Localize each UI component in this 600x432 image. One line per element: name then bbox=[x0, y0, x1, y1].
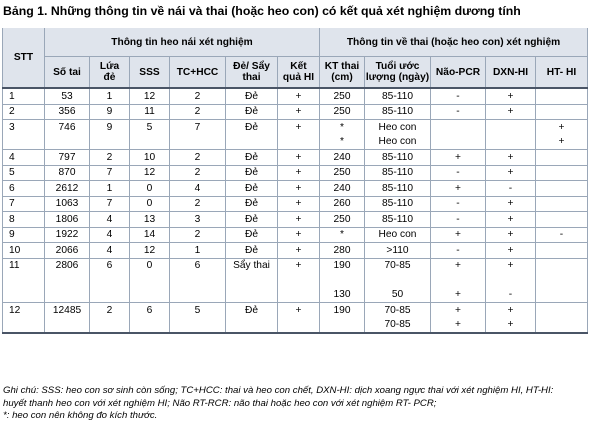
table-cell: + bbox=[486, 104, 536, 120]
table-cell: - bbox=[431, 212, 486, 228]
table-cell: Đẻ bbox=[226, 303, 278, 318]
table-row bbox=[3, 104, 588, 120]
table-cell: + bbox=[278, 104, 320, 120]
table-cell: 280 bbox=[320, 243, 365, 259]
table-cell bbox=[90, 288, 130, 303]
table-cell: + bbox=[486, 212, 536, 228]
column-header-line: Não-PCR bbox=[435, 66, 481, 78]
table-cell: 2 bbox=[170, 196, 226, 212]
table-cell: 240 bbox=[320, 181, 365, 197]
column-header bbox=[170, 57, 226, 89]
table-cell: 1922 bbox=[45, 227, 90, 243]
column-header bbox=[486, 57, 536, 89]
table-cell bbox=[45, 318, 90, 334]
table-cell bbox=[431, 120, 486, 135]
table-cell: 53 bbox=[45, 88, 90, 104]
table-cell: - bbox=[536, 227, 588, 243]
table-cell: 2 bbox=[3, 104, 45, 120]
table-cell: 7 bbox=[90, 196, 130, 212]
table-cell: 7 bbox=[170, 120, 226, 135]
table-cell: - bbox=[431, 104, 486, 120]
table-cell: 6 bbox=[130, 303, 170, 318]
table-cell: Đẻ bbox=[226, 196, 278, 212]
table-cell: + bbox=[536, 135, 588, 150]
footnote bbox=[3, 385, 595, 423]
table-cell: 6 bbox=[3, 181, 45, 197]
table-row bbox=[3, 227, 588, 243]
table-cell bbox=[130, 135, 170, 150]
table-cell: 70-85 bbox=[365, 258, 431, 273]
table-title: Bảng 1. Những thông tin về nái và thai (hoặc heo con) có kết quả xét nghiệm dương tính bbox=[3, 4, 521, 18]
table-cell: + bbox=[278, 88, 320, 104]
column-header-line: Tuổi ước bbox=[375, 61, 420, 72]
table-cell: Đẻ bbox=[226, 181, 278, 197]
table-cell bbox=[536, 165, 588, 181]
column-header-line: Kết bbox=[290, 61, 307, 72]
table-cell bbox=[536, 303, 588, 318]
table-row bbox=[3, 88, 588, 104]
table-cell: 2 bbox=[170, 88, 226, 104]
table-cell: 130 bbox=[320, 288, 365, 303]
table-cell: + bbox=[278, 196, 320, 212]
table-cell: + bbox=[486, 227, 536, 243]
table-row bbox=[3, 135, 588, 150]
table-cell: 85-110 bbox=[365, 88, 431, 104]
table-cell: + bbox=[431, 303, 486, 318]
column-header-line: thai bbox=[242, 72, 261, 83]
table-cell bbox=[536, 88, 588, 104]
column-header-line: Lứa bbox=[99, 61, 120, 72]
table-cell: 190 bbox=[320, 258, 365, 273]
table-cell bbox=[278, 318, 320, 334]
table-cell bbox=[90, 318, 130, 334]
table-row bbox=[3, 258, 588, 273]
table-cell bbox=[3, 273, 45, 288]
table-cell: + bbox=[278, 165, 320, 181]
table-cell bbox=[45, 288, 90, 303]
table-cell bbox=[536, 288, 588, 303]
table-cell: 12 bbox=[130, 165, 170, 181]
table-cell: 4 bbox=[90, 243, 130, 259]
table-cell: + bbox=[536, 120, 588, 135]
column-header-line: DXN-HI bbox=[492, 66, 529, 78]
column-header bbox=[320, 57, 365, 89]
table-cell: + bbox=[278, 120, 320, 135]
table-cell: Đẻ bbox=[226, 104, 278, 120]
table-cell: 10 bbox=[130, 150, 170, 166]
table-cell: 3 bbox=[170, 212, 226, 228]
table-row bbox=[3, 243, 588, 259]
table-cell: + bbox=[486, 165, 536, 181]
table-cell: - bbox=[431, 165, 486, 181]
table-cell: 6 bbox=[170, 258, 226, 273]
table-cell: 10 bbox=[3, 243, 45, 259]
table-cell: 190 bbox=[320, 303, 365, 318]
table-cell bbox=[170, 135, 226, 150]
table-cell: 0 bbox=[130, 181, 170, 197]
table-cell: 85-110 bbox=[365, 196, 431, 212]
table-cell: 85-110 bbox=[365, 104, 431, 120]
table-cell: 5 bbox=[3, 165, 45, 181]
table-cell bbox=[320, 318, 365, 334]
table-cell bbox=[3, 288, 45, 303]
table-cell: 1806 bbox=[45, 212, 90, 228]
table-cell: - bbox=[431, 196, 486, 212]
column-header bbox=[90, 57, 130, 89]
table-cell bbox=[170, 288, 226, 303]
column-header bbox=[278, 57, 320, 89]
table-cell: - bbox=[431, 88, 486, 104]
table-cell: 1 bbox=[90, 88, 130, 104]
table-cell bbox=[3, 318, 45, 334]
column-header-line: SSS bbox=[139, 66, 160, 78]
table-cell: Heo con bbox=[365, 135, 431, 150]
table-cell bbox=[365, 273, 431, 288]
table-cell bbox=[90, 273, 130, 288]
table-row bbox=[3, 181, 588, 197]
table-row bbox=[3, 288, 588, 303]
table-cell: - bbox=[431, 243, 486, 259]
table-cell: 240 bbox=[320, 150, 365, 166]
table-cell: 12 bbox=[130, 243, 170, 259]
table-cell: Đẻ bbox=[226, 120, 278, 135]
table-cell: 9 bbox=[90, 120, 130, 135]
table-cell: 70-85 bbox=[365, 318, 431, 334]
table-cell: + bbox=[278, 243, 320, 259]
table-row bbox=[3, 318, 588, 334]
column-header-line: HT- HI bbox=[546, 66, 577, 78]
table-cell bbox=[536, 273, 588, 288]
table-cell: Đẻ bbox=[226, 212, 278, 228]
table-cell: + bbox=[431, 227, 486, 243]
table-cell: 9 bbox=[3, 227, 45, 243]
table-cell bbox=[278, 273, 320, 288]
table-cell: + bbox=[278, 150, 320, 166]
column-header-line: (cm) bbox=[331, 72, 353, 83]
table-cell: 4 bbox=[3, 150, 45, 166]
table-cell: 797 bbox=[45, 150, 90, 166]
table-cell: + bbox=[431, 258, 486, 273]
table-cell: + bbox=[486, 303, 536, 318]
table-cell: 1063 bbox=[45, 196, 90, 212]
table-cell: 5 bbox=[170, 303, 226, 318]
table-cell: 2612 bbox=[45, 181, 90, 197]
table-cell: 50 bbox=[365, 288, 431, 303]
table-cell: Sẩy thai bbox=[226, 258, 278, 273]
table-cell: 2 bbox=[170, 227, 226, 243]
table-cell bbox=[90, 135, 130, 150]
column-header bbox=[365, 57, 431, 89]
table-cell: + bbox=[278, 258, 320, 273]
table-cell: Đẻ bbox=[226, 88, 278, 104]
table-row bbox=[3, 165, 588, 181]
table-cell: Heo con bbox=[365, 227, 431, 243]
table-cell bbox=[226, 273, 278, 288]
column-header-line: KT thai bbox=[324, 61, 360, 72]
table-cell: 2066 bbox=[45, 243, 90, 259]
table-cell: 250 bbox=[320, 165, 365, 181]
table-cell: 12 bbox=[130, 88, 170, 104]
table-cell: 5 bbox=[130, 120, 170, 135]
table-cell bbox=[536, 243, 588, 259]
footnote-line: Ghi chú: SSS: heo con sơ sinh còn sống; TC+HCC: thai và heo con chết, DXN-HI: dịch xoang ngực thai với xét nghiệm HI, HT-HI: bbox=[3, 385, 554, 396]
table-cell: 85-110 bbox=[365, 165, 431, 181]
table-cell bbox=[536, 318, 588, 334]
table-row bbox=[3, 273, 588, 288]
table-cell: 11 bbox=[3, 258, 45, 273]
table-cell bbox=[170, 273, 226, 288]
table-cell: >110 bbox=[365, 243, 431, 259]
table-cell: + bbox=[431, 150, 486, 166]
table-cell: 85-110 bbox=[365, 181, 431, 197]
column-header-line: quả HI bbox=[282, 72, 315, 83]
table-cell: 746 bbox=[45, 120, 90, 135]
table-cell: + bbox=[486, 88, 536, 104]
table-cell: 13 bbox=[130, 212, 170, 228]
table-row bbox=[3, 150, 588, 166]
header-group-sow: Thông tin heo nái xét nghiệm bbox=[45, 28, 320, 57]
table-cell: 3 bbox=[3, 120, 45, 135]
table-cell: 1 bbox=[90, 181, 130, 197]
footnote-line: huyết thanh heo con với xét nghiệm HI; Não RT-RCR: não thai hoặc heo con với xét nghiệm RT- PCR; bbox=[3, 397, 437, 409]
table-cell: 250 bbox=[320, 104, 365, 120]
table-cell: * bbox=[320, 135, 365, 150]
table-cell bbox=[486, 135, 536, 150]
table-cell: * bbox=[320, 120, 365, 135]
table-cell: + bbox=[278, 212, 320, 228]
table-cell: + bbox=[278, 227, 320, 243]
table-row bbox=[3, 212, 588, 228]
table-cell: 1 bbox=[170, 243, 226, 259]
footnote-line: *: heo con nên không đo kích thước. bbox=[3, 410, 158, 421]
table-cell bbox=[278, 288, 320, 303]
table-cell: 12 bbox=[3, 303, 45, 318]
table-cell: - bbox=[486, 288, 536, 303]
column-header-line: đẻ bbox=[103, 72, 116, 83]
table-cell: 4 bbox=[90, 227, 130, 243]
table-cell bbox=[3, 135, 45, 150]
column-header-line: Đẻ/ Sẩy bbox=[233, 61, 270, 72]
table-cell: 0 bbox=[130, 196, 170, 212]
table-cell: 14 bbox=[130, 227, 170, 243]
table-cell: + bbox=[431, 288, 486, 303]
table-cell: * bbox=[320, 227, 365, 243]
column-header bbox=[226, 57, 278, 89]
table-cell: 6 bbox=[90, 258, 130, 273]
table-cell: 0 bbox=[130, 258, 170, 273]
table-cell: 70-85 bbox=[365, 303, 431, 318]
table-cell bbox=[45, 135, 90, 150]
table-cell: Đẻ bbox=[226, 243, 278, 259]
column-header bbox=[431, 57, 486, 89]
table-cell: Đẻ bbox=[226, 150, 278, 166]
table-cell bbox=[226, 135, 278, 150]
table-cell bbox=[486, 120, 536, 135]
table-cell: 9 bbox=[90, 104, 130, 120]
table-cell bbox=[45, 273, 90, 288]
column-header bbox=[130, 57, 170, 89]
table-cell: 2806 bbox=[45, 258, 90, 273]
table-cell: - bbox=[486, 181, 536, 197]
table-cell: + bbox=[486, 150, 536, 166]
table-cell bbox=[130, 288, 170, 303]
table-cell: 11 bbox=[130, 104, 170, 120]
column-header bbox=[536, 57, 588, 89]
table-cell: + bbox=[278, 181, 320, 197]
table-cell bbox=[320, 273, 365, 288]
table-cell bbox=[130, 318, 170, 334]
table-cell: + bbox=[431, 181, 486, 197]
table-cell: 1 bbox=[3, 88, 45, 104]
table-cell: 2 bbox=[90, 303, 130, 318]
table-cell: 250 bbox=[320, 212, 365, 228]
table-cell bbox=[130, 273, 170, 288]
table-row bbox=[3, 196, 588, 212]
table-row bbox=[3, 303, 588, 318]
table-cell: + bbox=[486, 258, 536, 273]
table-cell bbox=[536, 212, 588, 228]
table-cell: 870 bbox=[45, 165, 90, 181]
table-cell bbox=[536, 150, 588, 166]
table-cell bbox=[486, 273, 536, 288]
table-cell: + bbox=[486, 196, 536, 212]
table-cell: 2 bbox=[170, 104, 226, 120]
table-cell bbox=[226, 288, 278, 303]
table-cell: 2 bbox=[170, 150, 226, 166]
table-cell: 8 bbox=[3, 212, 45, 228]
table-cell bbox=[536, 196, 588, 212]
table-cell: 85-110 bbox=[365, 150, 431, 166]
header-stt: STT bbox=[3, 28, 45, 88]
table-cell: 2 bbox=[90, 150, 130, 166]
table-cell bbox=[431, 135, 486, 150]
table-cell: 4 bbox=[90, 212, 130, 228]
table-cell bbox=[170, 318, 226, 334]
table-cell: 4 bbox=[170, 181, 226, 197]
table-cell: 12485 bbox=[45, 303, 90, 318]
table-cell: + bbox=[486, 243, 536, 259]
table-cell bbox=[536, 258, 588, 273]
column-header bbox=[45, 57, 90, 89]
table-cell: + bbox=[278, 303, 320, 318]
table-cell: 2 bbox=[170, 165, 226, 181]
table-cell: + bbox=[431, 318, 486, 334]
table-row bbox=[3, 120, 588, 135]
table-cell: 85-110 bbox=[365, 212, 431, 228]
results-table bbox=[2, 28, 588, 334]
table-cell: 250 bbox=[320, 88, 365, 104]
column-header-line: TC+HCC bbox=[176, 66, 219, 78]
table-cell bbox=[278, 135, 320, 150]
header-group-fetus: Thông tin về thai (hoặc heo con) xét nghiệm bbox=[320, 28, 588, 57]
table-cell: 7 bbox=[90, 165, 130, 181]
table-cell: Heo con bbox=[365, 120, 431, 135]
table-cell: + bbox=[486, 318, 536, 334]
table-cell bbox=[536, 104, 588, 120]
table-cell: Đẻ bbox=[226, 227, 278, 243]
table-cell: 260 bbox=[320, 196, 365, 212]
table-cell bbox=[431, 273, 486, 288]
table-cell: Đẻ bbox=[226, 165, 278, 181]
table-cell bbox=[536, 181, 588, 197]
column-header-line: lượng (ngày) bbox=[365, 72, 430, 83]
column-header-line: Số tai bbox=[53, 66, 81, 78]
table-cell: 356 bbox=[45, 104, 90, 120]
table-cell bbox=[226, 318, 278, 334]
table-cell: 7 bbox=[3, 196, 45, 212]
